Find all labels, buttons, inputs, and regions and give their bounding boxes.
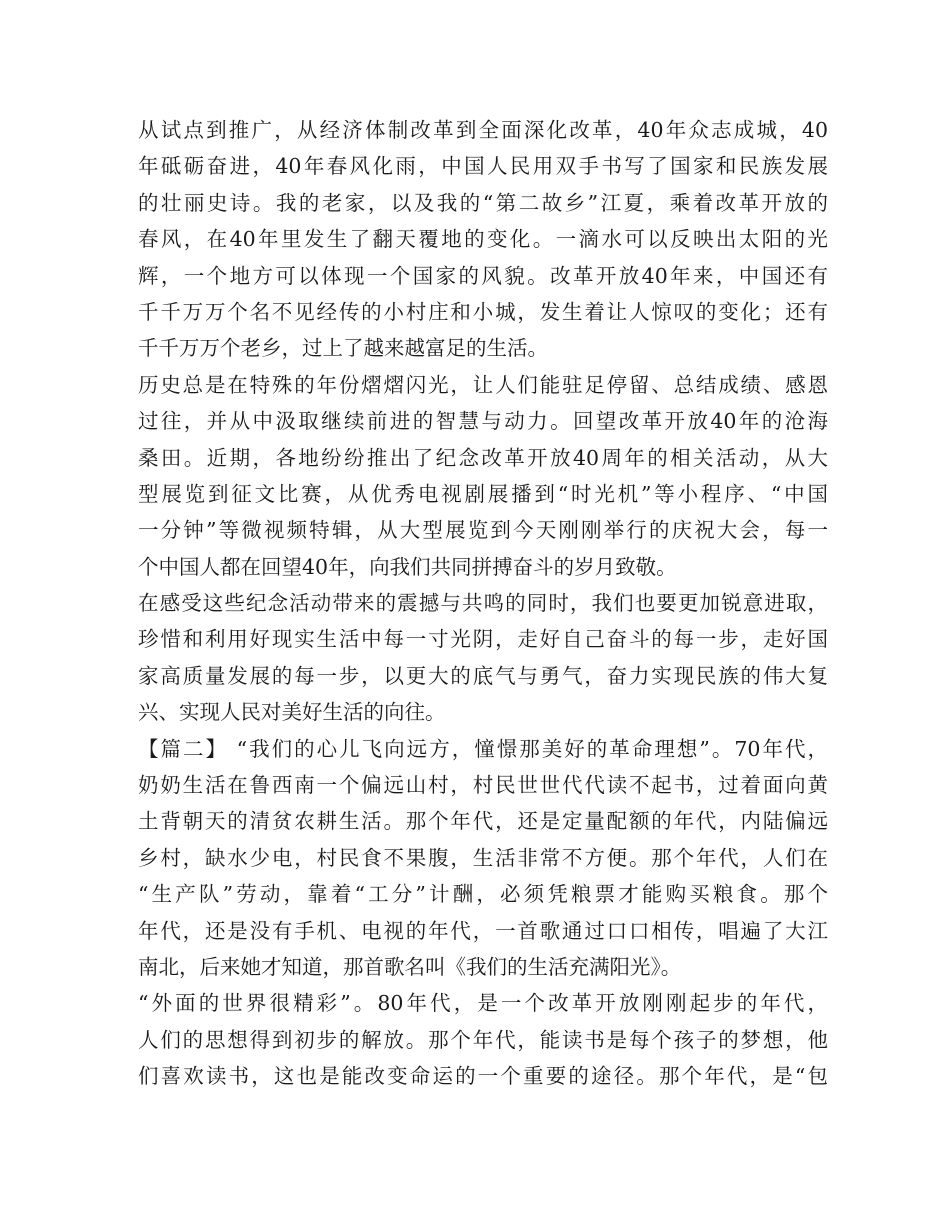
text-line: 从试点到推广，从经济体制改革到全面深化改革，40年众志成城，40 (138, 118, 828, 142)
text-line: 个中国人都在回望40年，向我们共同拼搏奋斗的岁月致敬。 (138, 554, 677, 579)
text-line: 乡村，缺水少电，村民食不果腹，生活非常不方便。那个年代，人们在 (138, 845, 828, 870)
document-body (138, 112, 828, 1095)
text-line: 南北，后来她才知道，那首歌名叫《我们的生活充满阳光》。 (138, 954, 682, 979)
text-line: 土背朝天的清贫农耕生活。那个年代，还是定量配额的年代，内陆偏远 (138, 809, 828, 834)
text-line: 千千万万个老乡，过上了越来越富足的生活。 (138, 336, 548, 361)
text-line: 在感受这些纪念活动带来的震撼与共鸣的同时，我们也要更加锐意进取， (138, 591, 828, 616)
text-line: 的壮丽史诗。我的老家，以及我的“第二故乡”江夏，乘着改革开放的 (138, 190, 828, 215)
text-line: 家高质量发展的每一步，以更大的底气与勇气，奋力实现民族的伟大复 (138, 663, 828, 688)
text-line: 们喜欢读书，这也是能改变命运的一个重要的途径。那个年代，是“包 (138, 1064, 828, 1089)
text-line: 年砥砺奋进，40年春风化雨，中国人民用双手书写了国家和民族发展 (138, 154, 828, 179)
text-line: “外面的世界很精彩”。80年代，是一个改革开放刚刚起步的年代， (138, 991, 828, 1016)
paragraph (138, 585, 828, 731)
text-line: 一分钟”等微视频特辑，从大型展览到今天刚刚举行的庆祝大会，每一 (138, 518, 828, 543)
paragraph (138, 367, 828, 585)
text-line: “生产队”劳动，靠着“工分”计酬，必须凭粮票才能购买粮食。那个 (138, 882, 828, 907)
text-line: 历史总是在特殊的年份熠熠闪光，让人们能驻足停留、总结成绩、感恩 (138, 372, 828, 397)
text-line: 珍惜和利用好现实生活中每一寸光阴，走好自己奋斗的每一步，走好国 (138, 627, 828, 652)
paragraph (138, 731, 828, 986)
text-line: 型展览到征文比赛，从优秀电视剧展播到“时光机”等小程序、“中国 (138, 481, 828, 506)
text-line: 辉，一个地方可以体现一个国家的风貌。改革开放40年来，中国还有 (138, 263, 828, 288)
paragraph (138, 112, 828, 367)
text-line: 【篇二】 “我们的心儿飞向远方，憧憬那美好的革命理想”。70年代， (138, 736, 828, 761)
paragraph (138, 985, 828, 1094)
text-line: 人们的思想得到初步的解放。那个年代，能读书是每个孩子的梦想，他 (138, 1027, 828, 1052)
text-line: 兴、实现人民对美好生活的向往。 (138, 700, 446, 725)
text-line: 奶奶生活在鲁西南一个偏远山村，村民世世代代读不起书，过着面向黄 (138, 773, 828, 798)
text-line: 千千万万个名不见经传的小村庄和小城，发生着让人惊叹的变化；还有 (138, 299, 828, 324)
text-line: 年代，还是没有手机、电视的年代，一首歌通过口口相传，唱遍了大江 (138, 918, 828, 943)
text-line: 桑田。近期，各地纷纷推出了纪念改革开放40周年的相关活动，从大 (138, 445, 828, 470)
text-line: 过往，并从中汲取继续前进的智慧与动力。回望改革开放40年的沧海 (138, 409, 828, 434)
text-line: 春风，在40年里发生了翻天覆地的变化。一滴水可以反映出太阳的光 (138, 227, 828, 252)
